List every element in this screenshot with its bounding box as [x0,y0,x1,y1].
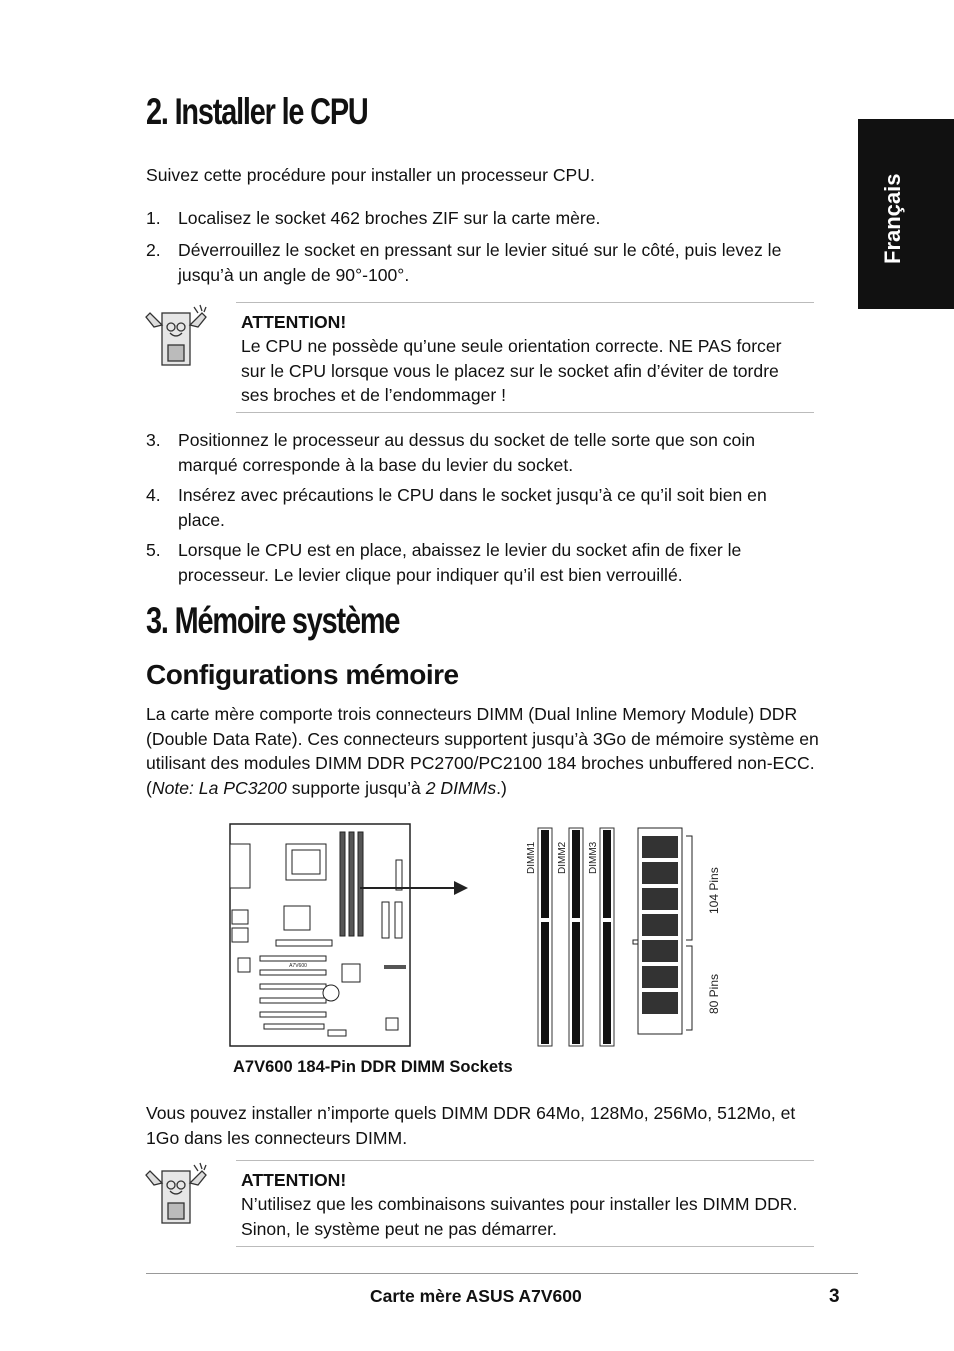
board-dimm-slot [349,832,354,936]
dimm1-label: DIMM1 [526,841,537,874]
language-tab [858,119,954,309]
dimm-socket [538,828,552,1046]
board-model-label: A7V600 [289,963,307,969]
section-3-subtitle: Configurations mémoire [146,659,459,690]
section-2-title: 2. Installer le CPU [146,91,368,132]
dimm3-label: DIMM3 [588,841,599,874]
section-3-title: 3. Mémoire système [146,600,400,641]
dimm2-label: DIMM2 [557,841,568,874]
board-dimm-slot [358,832,363,936]
dimm-socket [569,828,583,1046]
dimm-socket [600,828,614,1046]
board-dimm-slot [340,832,345,936]
memory-module [633,828,682,1034]
figure-caption: A7V600 184-Pin DDR DIMM Sockets [233,1058,513,1076]
pins-104-label: 104 Pins [707,867,721,914]
memory-sizes-paragraph: Vous pouvez installer n’importe quels DIMM DDR 64Mo, 128Mo, 256Mo, 512Mo, et 1Go dans les connecteurs DIMM. [146,1103,796,1148]
page-number: 3 [829,1286,840,1307]
motherboard-dimm-diagram [228,822,728,1054]
section-2-intro: Suivez cette procédure pour installer un processeur CPU. [146,165,595,185]
pins-80-label: 80 Pins [707,973,721,1014]
footer-rule [146,1273,858,1274]
warning-hand-icon [144,1161,210,1227]
footer-title: Carte mère ASUS A7V600 [370,1286,582,1306]
attention-note-cpu: ATTENTION! Le CPU ne possède qu’une seule orientation correcte. NE PAS forcer sur le CPU lorsque vous le placez sur le socket afin d’éviter de tordre ses broches et de l’endommager ! [236,302,814,413]
warning-hand-icon [144,303,210,369]
attention-note-memory: ATTENTION! N’utilisez que les combinaisons suivantes pour installer les DIMM DDR. Sinon, le système peut ne pas démarrer. [236,1160,814,1247]
memory-description: La carte mère comporte trois connecteurs DIMM (Dual Inline Memory Module) DDR (Double Data Rate). Ces connecteurs supportent jusqu’à 3Go de mémoire système en utilisant des modules DIMM DDR PC2700/PC2100 184 broches unbuffered non-ECC. (Note: La PC3200 supporte jusqu’à 2 DIMMs.) [146,704,819,798]
language-tab-label: Français [880,173,905,264]
